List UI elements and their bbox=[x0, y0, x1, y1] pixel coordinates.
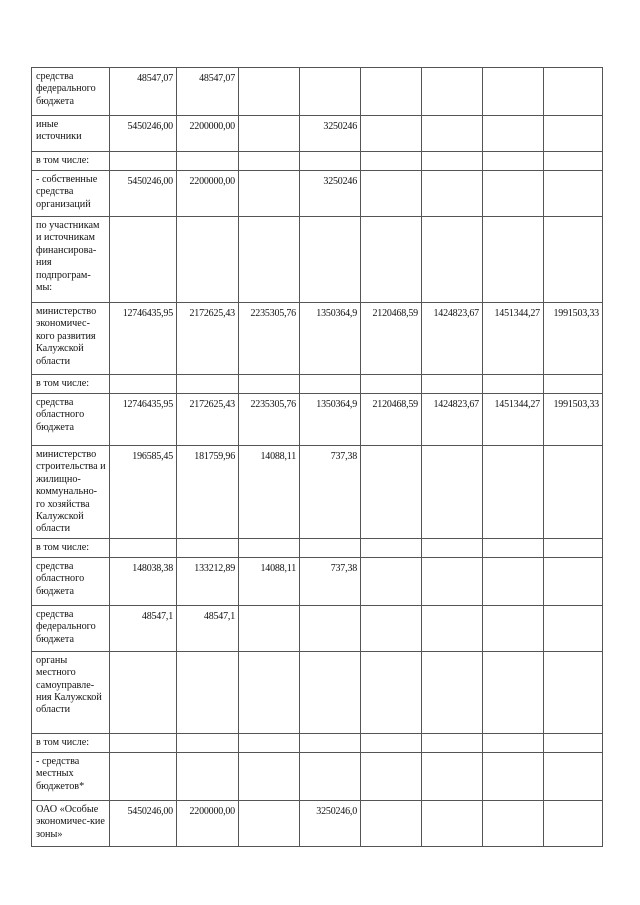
value-cell: 2200000,00 bbox=[177, 800, 239, 846]
value-cell: 133212,89 bbox=[177, 557, 239, 605]
row-label: в том числе: bbox=[32, 733, 110, 752]
value-cell bbox=[300, 217, 361, 303]
value-cell bbox=[422, 446, 483, 539]
value-cell bbox=[544, 752, 603, 800]
value-cell bbox=[483, 152, 544, 171]
value-cell bbox=[544, 651, 603, 733]
table-row bbox=[32, 375, 603, 394]
value-cell bbox=[422, 375, 483, 394]
value-cell bbox=[239, 68, 300, 116]
value-cell bbox=[177, 733, 239, 752]
value-cell bbox=[483, 217, 544, 303]
value-cell bbox=[239, 605, 300, 651]
value-cell bbox=[422, 800, 483, 846]
value-cell bbox=[544, 68, 603, 116]
value-cell bbox=[110, 651, 177, 733]
value-cell bbox=[361, 68, 422, 116]
value-cell bbox=[300, 68, 361, 116]
value-cell bbox=[422, 538, 483, 557]
value-cell bbox=[483, 651, 544, 733]
value-cell: 737,38 bbox=[300, 446, 361, 539]
value-cell bbox=[239, 651, 300, 733]
row-label: ОАО «Особые экономичес-кие зоны» bbox=[32, 800, 110, 846]
value-cell bbox=[110, 375, 177, 394]
value-cell: 1424823,67 bbox=[422, 394, 483, 446]
value-cell bbox=[177, 375, 239, 394]
value-cell bbox=[239, 538, 300, 557]
table-row bbox=[32, 171, 603, 217]
value-cell bbox=[177, 651, 239, 733]
value-cell: 48547,1 bbox=[110, 605, 177, 651]
value-cell bbox=[361, 651, 422, 733]
value-cell bbox=[239, 171, 300, 217]
value-cell: 5450246,00 bbox=[110, 116, 177, 152]
value-cell bbox=[239, 116, 300, 152]
value-cell: 5450246,00 bbox=[110, 800, 177, 846]
value-cell bbox=[361, 557, 422, 605]
row-label: в том числе: bbox=[32, 375, 110, 394]
value-cell bbox=[483, 557, 544, 605]
row-label: органы местного самоуправле-ния Калужской области bbox=[32, 651, 110, 733]
value-cell: 1991503,33 bbox=[544, 394, 603, 446]
value-cell: 1451344,27 bbox=[483, 394, 544, 446]
row-label: средства областного бюджета bbox=[32, 557, 110, 605]
row-label: - собственные средства организаций bbox=[32, 171, 110, 217]
value-cell bbox=[544, 446, 603, 539]
value-cell bbox=[422, 171, 483, 217]
value-cell bbox=[544, 217, 603, 303]
value-cell: 14088,11 bbox=[239, 446, 300, 539]
table-row bbox=[32, 800, 603, 846]
value-cell bbox=[422, 68, 483, 116]
value-cell: 181759,96 bbox=[177, 446, 239, 539]
value-cell bbox=[544, 116, 603, 152]
value-cell bbox=[544, 538, 603, 557]
value-cell: 3250246 bbox=[300, 116, 361, 152]
value-cell: 2120468,59 bbox=[361, 394, 422, 446]
value-cell bbox=[483, 68, 544, 116]
value-cell bbox=[361, 375, 422, 394]
value-cell: 48547,07 bbox=[110, 68, 177, 116]
value-cell bbox=[544, 375, 603, 394]
value-cell bbox=[300, 375, 361, 394]
value-cell bbox=[361, 217, 422, 303]
value-cell bbox=[361, 800, 422, 846]
value-cell: 2235305,76 bbox=[239, 303, 300, 375]
value-cell: 3250246 bbox=[300, 171, 361, 217]
table-row bbox=[32, 752, 603, 800]
table-body bbox=[32, 68, 603, 847]
table-row bbox=[32, 557, 603, 605]
value-cell bbox=[544, 800, 603, 846]
value-cell bbox=[110, 217, 177, 303]
value-cell: 5450246,00 bbox=[110, 171, 177, 217]
table-row bbox=[32, 303, 603, 375]
value-cell bbox=[239, 733, 300, 752]
value-cell bbox=[300, 152, 361, 171]
value-cell bbox=[110, 538, 177, 557]
value-cell bbox=[422, 733, 483, 752]
table-row bbox=[32, 651, 603, 733]
value-cell bbox=[422, 651, 483, 733]
table-row bbox=[32, 152, 603, 171]
value-cell bbox=[544, 605, 603, 651]
value-cell bbox=[483, 538, 544, 557]
value-cell: 2172625,43 bbox=[177, 303, 239, 375]
value-cell bbox=[239, 217, 300, 303]
value-cell: 1350364,9 bbox=[300, 303, 361, 375]
row-label: средства федерального бюджета bbox=[32, 605, 110, 651]
value-cell bbox=[361, 733, 422, 752]
value-cell bbox=[422, 152, 483, 171]
row-label: средства областного бюджета bbox=[32, 394, 110, 446]
value-cell bbox=[483, 733, 544, 752]
value-cell bbox=[483, 605, 544, 651]
table-row bbox=[32, 217, 603, 303]
value-cell: 2200000,00 bbox=[177, 171, 239, 217]
value-cell: 2235305,76 bbox=[239, 394, 300, 446]
value-cell: 1451344,27 bbox=[483, 303, 544, 375]
value-cell bbox=[177, 217, 239, 303]
value-cell bbox=[300, 651, 361, 733]
value-cell: 196585,45 bbox=[110, 446, 177, 539]
value-cell bbox=[239, 152, 300, 171]
value-cell bbox=[422, 752, 483, 800]
value-cell: 12746435,95 bbox=[110, 303, 177, 375]
value-cell bbox=[110, 752, 177, 800]
value-cell bbox=[177, 538, 239, 557]
value-cell bbox=[422, 557, 483, 605]
value-cell bbox=[361, 152, 422, 171]
value-cell bbox=[361, 605, 422, 651]
table-row bbox=[32, 605, 603, 651]
row-label: в том числе: bbox=[32, 538, 110, 557]
table-row bbox=[32, 446, 603, 539]
value-cell bbox=[483, 446, 544, 539]
value-cell bbox=[239, 800, 300, 846]
value-cell: 48547,1 bbox=[177, 605, 239, 651]
value-cell bbox=[422, 116, 483, 152]
value-cell: 3250246,0 bbox=[300, 800, 361, 846]
value-cell: 14088,11 bbox=[239, 557, 300, 605]
value-cell bbox=[110, 152, 177, 171]
value-cell bbox=[300, 733, 361, 752]
table-row bbox=[32, 394, 603, 446]
row-label: министерство строительства и жилищно-коммунально-го хозяйства Калужской области bbox=[32, 446, 110, 539]
value-cell bbox=[300, 752, 361, 800]
value-cell: 1991503,33 bbox=[544, 303, 603, 375]
value-cell bbox=[483, 375, 544, 394]
value-cell bbox=[361, 752, 422, 800]
value-cell bbox=[544, 557, 603, 605]
value-cell bbox=[361, 171, 422, 217]
table-row bbox=[32, 538, 603, 557]
value-cell bbox=[483, 800, 544, 846]
value-cell bbox=[361, 116, 422, 152]
value-cell bbox=[110, 733, 177, 752]
row-label: средства федерального бюджета bbox=[32, 68, 110, 116]
table-row bbox=[32, 733, 603, 752]
row-label: министерство экономичес-кого развития Калужской области bbox=[32, 303, 110, 375]
value-cell: 2172625,43 bbox=[177, 394, 239, 446]
row-label: иные источники bbox=[32, 116, 110, 152]
value-cell bbox=[544, 733, 603, 752]
value-cell bbox=[177, 152, 239, 171]
value-cell bbox=[239, 375, 300, 394]
value-cell: 2200000,00 bbox=[177, 116, 239, 152]
value-cell bbox=[361, 446, 422, 539]
value-cell: 2120468,59 bbox=[361, 303, 422, 375]
row-label: по участникам и источникам финансирова-ния подпрограм-мы: bbox=[32, 217, 110, 303]
value-cell: 737,38 bbox=[300, 557, 361, 605]
value-cell: 1424823,67 bbox=[422, 303, 483, 375]
value-cell bbox=[483, 116, 544, 152]
row-label: в том числе: bbox=[32, 152, 110, 171]
value-cell bbox=[361, 538, 422, 557]
table-row bbox=[32, 68, 603, 116]
funding-table bbox=[31, 67, 603, 847]
value-cell: 148038,38 bbox=[110, 557, 177, 605]
value-cell: 48547,07 bbox=[177, 68, 239, 116]
value-cell bbox=[177, 752, 239, 800]
row-label: - средства местных бюджетов* bbox=[32, 752, 110, 800]
value-cell: 12746435,95 bbox=[110, 394, 177, 446]
value-cell bbox=[483, 171, 544, 217]
value-cell: 1350364,9 bbox=[300, 394, 361, 446]
value-cell bbox=[544, 152, 603, 171]
value-cell bbox=[422, 217, 483, 303]
value-cell bbox=[483, 752, 544, 800]
value-cell bbox=[544, 171, 603, 217]
value-cell bbox=[422, 605, 483, 651]
table-row bbox=[32, 116, 603, 152]
value-cell bbox=[300, 605, 361, 651]
value-cell bbox=[300, 538, 361, 557]
value-cell bbox=[239, 752, 300, 800]
